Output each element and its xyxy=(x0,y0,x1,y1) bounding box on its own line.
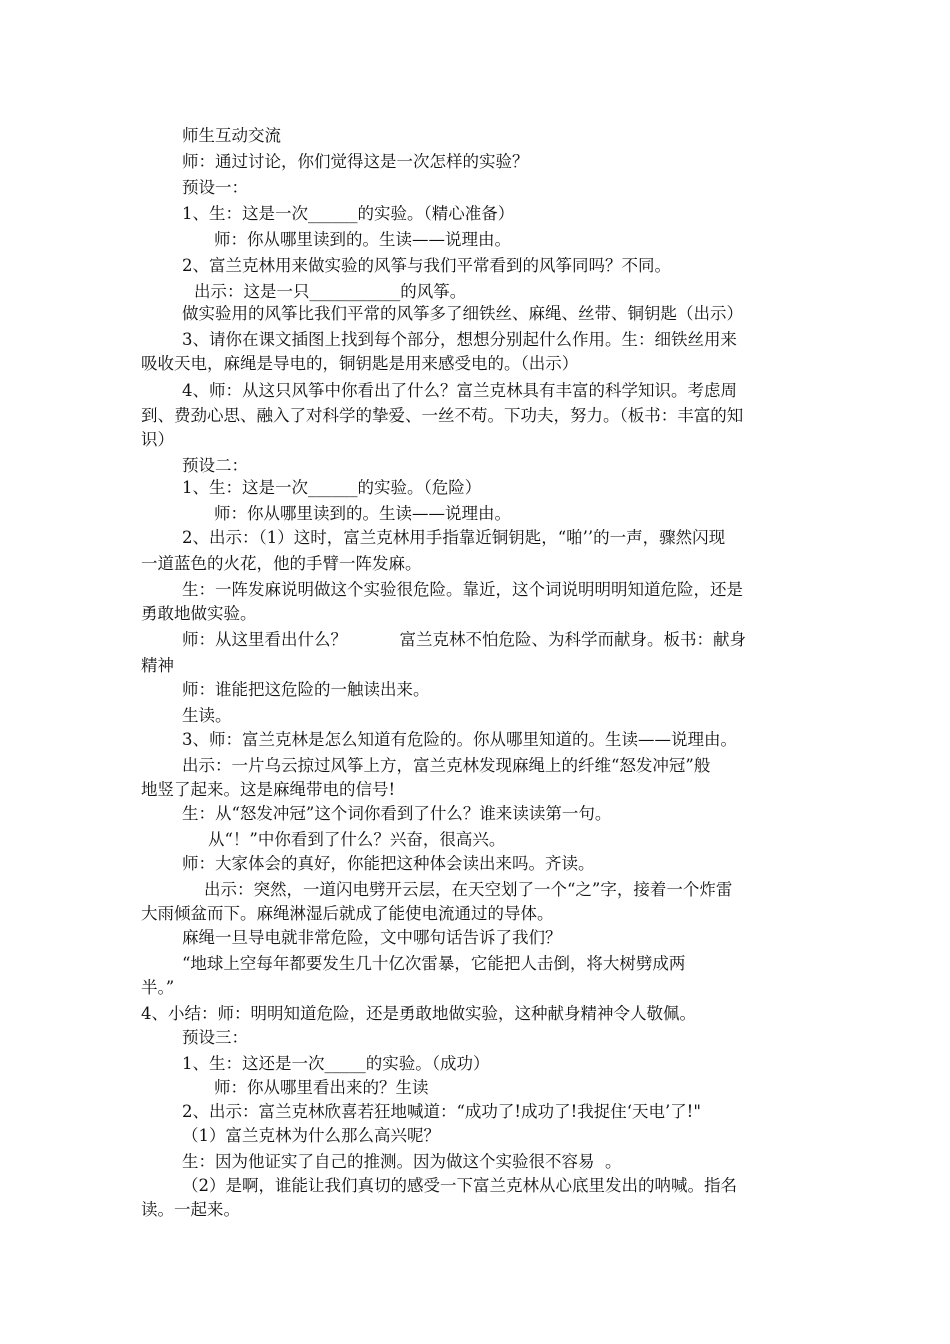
paragraph-line: 2、富兰克林用来做实验的风筝与我们平常看到的风筝同吗？不同。 xyxy=(182,256,671,275)
preset-two-heading: 预设二： xyxy=(182,456,248,475)
paragraph-line: 吸收天电，麻绳是导电的，铜钥匙是用来感受电的。（出示） xyxy=(141,354,579,373)
paragraph-line: 师：你从哪里读到的。生读——说理由。 xyxy=(214,230,511,249)
paragraph-line: “地球上空每年都要发生几十亿次雷暴，它能把人击倒，将大树劈成两 xyxy=(182,954,686,973)
paragraph-line: 2、出示：富兰克林欣喜若狂地喊道：“成功了!成功了!我捉住‘天电’了!" xyxy=(182,1102,701,1121)
paragraph-line: （2）是啊，谁能让我们真切的感受一下富兰克林从心底里发出的呐喊。指名 xyxy=(182,1176,737,1195)
paragraph-line: 2、出示：（1）这时，富兰克林用手指靠近铜钥匙，“啪’’的一声，骤然闪现 xyxy=(182,528,726,547)
paragraph-line: 师：谁能把这危险的一触读出来。 xyxy=(182,680,430,699)
paragraph-line: 到、费劲心思、融入了对科学的挚爱、一丝不苟。下功夫，努力。（板书：丰富的知 xyxy=(141,406,744,425)
paragraph-line: 出示：一片乌云掠过风筝上方，富兰克林发现麻绳上的纤维“怒发冲冠”般 xyxy=(182,756,711,775)
paragraph-line: 师：你从哪里看出来的？生读 xyxy=(214,1078,429,1097)
paragraph-line: 识） xyxy=(141,430,174,449)
paragraph-line: 1、生：这是一次______的实验。（危险） xyxy=(182,478,482,497)
paragraph-line: 地竖了起来。这是麻绳带电的信号! xyxy=(141,780,396,799)
paragraph-line: 3、请你在课文插图上找到每个部分，想想分别起什么作用。生：细铁丝用来 xyxy=(182,330,737,349)
paragraph-line: 精神 xyxy=(141,656,174,675)
paragraph-line: 师：你从哪里读到的。生读——说理由。 xyxy=(214,504,511,523)
paragraph-line: （1）富兰克林为什么那么高兴呢？ xyxy=(182,1126,440,1145)
paragraph-line: 1、生：这是一次______的实验。（精心准备） xyxy=(182,204,515,223)
paragraph-line: 师：大家体会的真好，你能把这种体会读出来吗。齐读。 xyxy=(182,854,595,873)
paragraph-line: 4、师：从这只风筝中你看出了什么？富兰克林具有丰富的科学知识。考虑周 xyxy=(182,381,737,400)
paragraph-line: 生读。 xyxy=(182,706,232,725)
teacher-question: 师：通过讨论，你们觉得这是一次怎样的实验？ xyxy=(182,152,529,171)
paragraph-line: 从“！”中你看到了什么？兴奋，很高兴。 xyxy=(208,830,506,849)
paragraph-line: 做实验用的风筝比我们平常的风筝多了细铁丝、麻绳、丝带、铜钥匙（出示） xyxy=(182,304,743,323)
preset-one-heading: 预设一： xyxy=(182,178,248,197)
paragraph-line: 勇敢地做实验。 xyxy=(141,604,257,623)
paragraph-line: 麻绳一旦导电就非常危险，文中哪句话告诉了我们？ xyxy=(182,928,562,947)
paragraph-line: 生：从“怒发冲冠”这个词你看到了什么？谁来读读第一句。 xyxy=(182,804,612,823)
paragraph-line: 大雨倾盆而下。麻绳淋湿后就成了能使电流通过的导体。 xyxy=(141,904,554,923)
summary-line: 4、小结：师：明明知道危险，还是勇敢地做实验，这种献身精神令人敬佩。 xyxy=(141,1004,696,1023)
paragraph-line: 生：一阵发麻说明做这个实验很危险。靠近，这个词说明明明知道危险，还是 xyxy=(182,580,743,599)
section-heading: 师生互动交流 xyxy=(182,126,281,145)
paragraph-line: 生：因为他证实了自己的推测。因为做这个实验很不容易 。 xyxy=(182,1152,622,1171)
paragraph-line: 出示：这是一只___________的风筝。 xyxy=(194,282,467,301)
paragraph-line: 出示：突然，一道闪电劈开云层，在天空划了一个“之”字，接着一个炸雷 xyxy=(204,880,733,899)
paragraph-line: 师：从这里看出什么？ 富兰克林不怕危险、为科学而献身。板书：献身 xyxy=(182,630,746,649)
paragraph-line: 1、生：这还是一次_____的实验。（成功） xyxy=(182,1054,490,1073)
paragraph-line: 半。” xyxy=(141,978,175,997)
preset-three-heading: 预设三： xyxy=(182,1028,248,1047)
paragraph-line: 3、师：富兰克林是怎么知道有危险的。你从哪里知道的。生读——说理由。 xyxy=(182,730,737,749)
paragraph-line: 读。一起来。 xyxy=(141,1200,240,1219)
paragraph-line: 一道蓝色的火花，他的手臂一阵发麻。 xyxy=(141,554,422,573)
